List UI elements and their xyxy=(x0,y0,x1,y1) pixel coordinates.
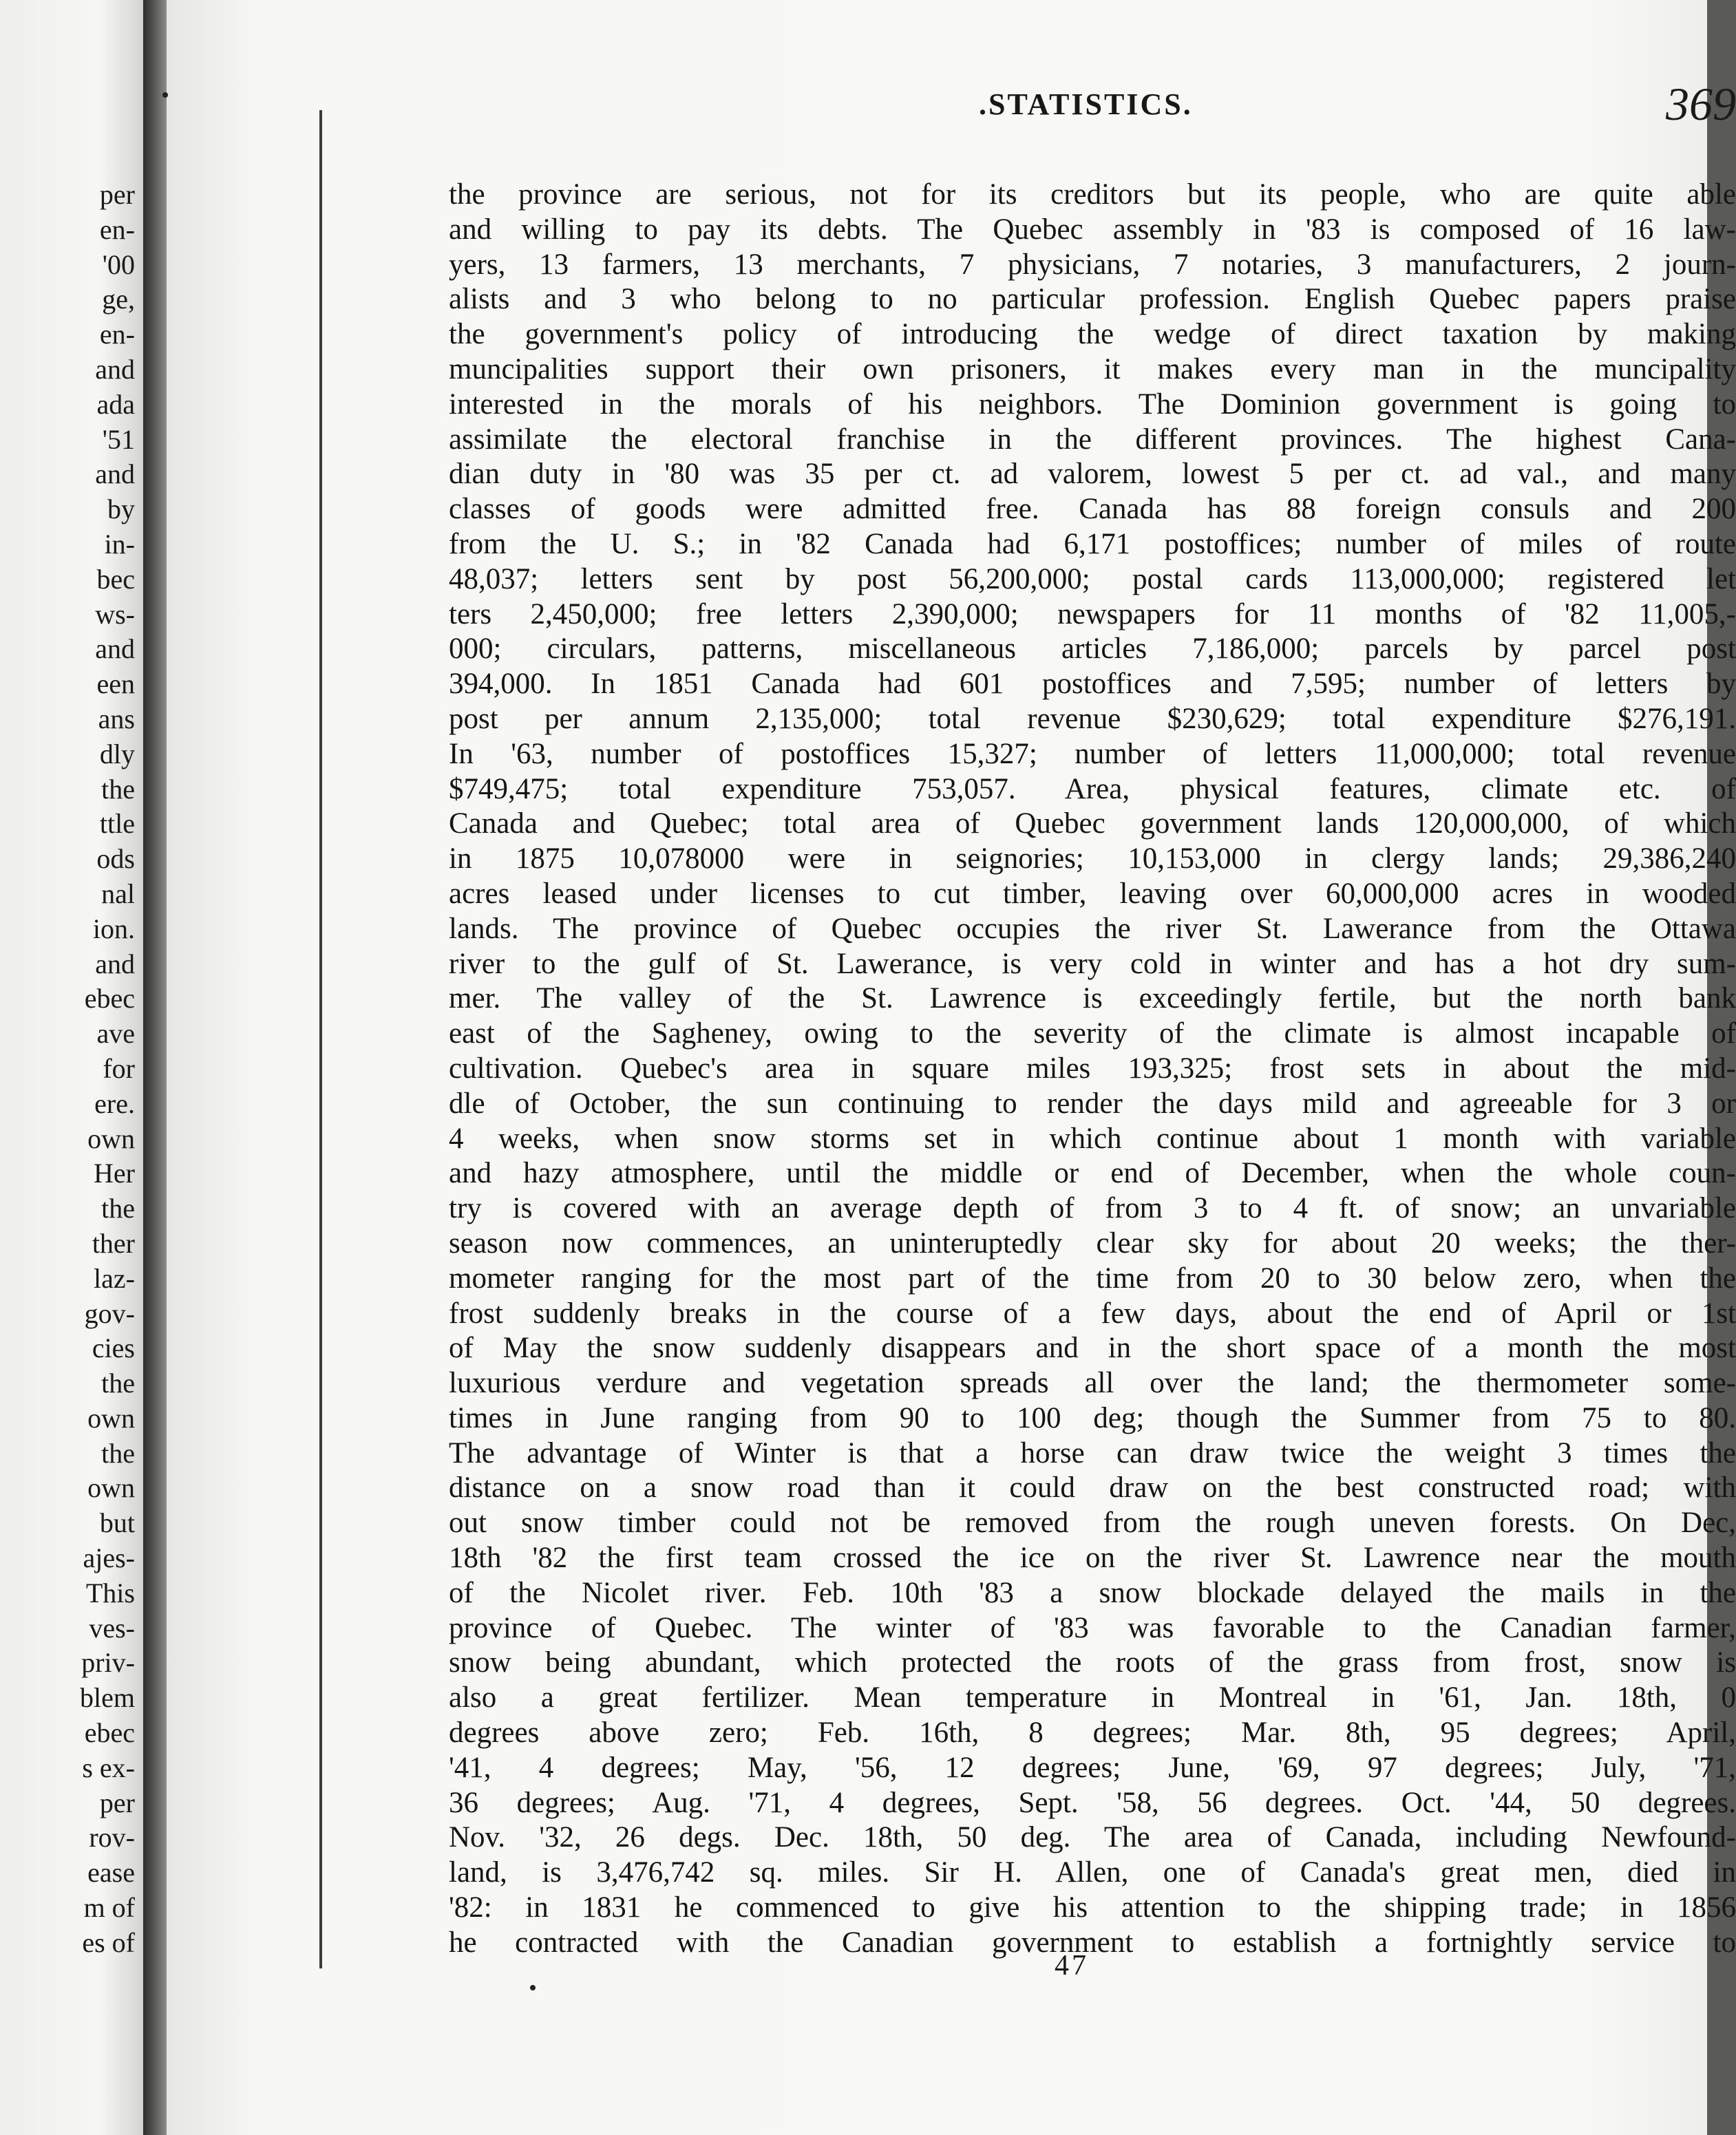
text-line: interested in the morals of his neighbors. The Dominion government is going to xyxy=(449,387,1736,421)
text-line: '41, 4 degrees; May, '56, 12 degrees; June, '69, 97 degrees; July, '71, xyxy=(449,1751,1736,1784)
text-line: The advantage of Winter is that a horse can draw twice the weight 3 times the xyxy=(449,1436,1736,1469)
facing-page-fragment: nal xyxy=(101,878,135,909)
text-line: In '63, number of postoffices 15,327; number of letters 11,000,000; total revenue xyxy=(449,737,1736,770)
text-line: from the U. S.; in '82 Canada had 6,171 postoffices; number of miles of route xyxy=(449,527,1736,560)
text-line: out snow timber could not be removed from the rough uneven forests. On Dec, xyxy=(449,1507,1736,1540)
page-number: 369 xyxy=(1666,78,1736,130)
book-page xyxy=(167,0,1736,2135)
text-line: 48,037; letters sent by post 56,200,000; postal cards 113,000,000; registered let xyxy=(449,562,1736,595)
facing-page-fragment: '51 xyxy=(102,423,135,455)
facing-page-fragment: bec xyxy=(96,563,135,595)
facing-page-fragment: ease xyxy=(87,1857,135,1889)
facing-page-fragment: for xyxy=(103,1052,135,1084)
text-line: ters 2,450,000; free letters 2,390,000; newspapers for 11 months of '82 11,005,- xyxy=(449,597,1736,630)
facing-page-fragment: gov- xyxy=(84,1297,135,1329)
text-line: river to the gulf of St. Lawerance, is very cold in winter and has a hot dry sum- xyxy=(449,947,1736,980)
text-line: also a great fertilizer. Mean temperature in Montreal in '61, Jan. 18th, 0 xyxy=(449,1681,1736,1714)
text-line: mer. The valley of the St. Lawrence is exceedingly fertile, but the north bank xyxy=(449,982,1736,1015)
facing-page-fragment: Her xyxy=(94,1158,135,1189)
facing-page-fragment: es of xyxy=(82,1926,135,1958)
text-line: assimilate the electoral franchise in the different provinces. The highest Cana- xyxy=(449,423,1736,456)
facing-page-fragment: s ex- xyxy=(82,1752,135,1783)
facing-page-fragment: ave xyxy=(96,1018,135,1050)
facing-page-fragment: rov- xyxy=(89,1822,135,1853)
facing-page-fragment: ttle xyxy=(99,808,135,840)
text-line: of May the snow suddenly disappears and in the short space of a month the most xyxy=(449,1332,1736,1365)
facing-page-fragment: laz- xyxy=(94,1262,135,1294)
text-line: times in June ranging from 90 to 100 deg; though the Summer from 75 to 80. xyxy=(449,1401,1736,1434)
ink-speck xyxy=(530,1985,536,1990)
text-line: Nov. '32, 26 degs. Dec. 18th, 50 deg. The area of Canada, including Newfound- xyxy=(449,1821,1736,1854)
text-line: lands. The province of Quebec occupies the river St. Lawerance from the Ottawa xyxy=(449,912,1736,945)
text-line: snow being abundant, which protected the roots of the grass from frost, snow is xyxy=(449,1646,1736,1679)
text-line: and willing to pay its debts. The Quebec assembly in '83 is composed of 16 law- xyxy=(449,213,1736,246)
facing-page-fragment: dly xyxy=(99,738,135,769)
facing-page-fragment: m of xyxy=(83,1892,135,1924)
page-margin-shadow xyxy=(319,110,322,1968)
facing-page-fragment: own xyxy=(87,1472,135,1504)
book-gutter xyxy=(143,0,167,2135)
text-line: '82: in 1831 he commenced to give his attention to the shipping trade; in 1856 xyxy=(449,1891,1736,1924)
text-line: distance on a snow road than it could draw on the best constructed road; with xyxy=(449,1472,1736,1505)
facing-page-text xyxy=(0,178,143,1961)
facing-page-fragment: priv- xyxy=(81,1647,135,1679)
text-line: the province are serious, not for its creditors but its people, who are quite able xyxy=(449,178,1736,211)
facing-page-fragment: the xyxy=(101,773,135,805)
facing-page-fragment: per xyxy=(99,179,135,210)
text-line: 18th '82 the first team crossed the ice on the river St. Lawrence near the mouth xyxy=(449,1542,1736,1575)
facing-page-fragment: and xyxy=(95,633,135,665)
facing-page-fragment: '00 xyxy=(102,248,135,280)
text-line: classes of goods were admitted free. Canada has 88 foreign consuls and 200 xyxy=(449,493,1736,526)
running-head: .STATISTICS. xyxy=(979,87,1193,121)
facing-page-fragment: the xyxy=(101,1193,135,1224)
text-line: muncipalities support their own prisoners, it makes every man in the muncipality xyxy=(449,352,1736,385)
text-line: dle of October, the sun continuing to render the days mild and agreeable for 3 or xyxy=(449,1087,1736,1120)
text-line: land, is 3,476,742 sq. miles. Sir H. Allen, one of Canada's great men, died in xyxy=(449,1856,1736,1889)
facing-page-fragment: ves- xyxy=(89,1612,135,1644)
facing-page-fragment: in- xyxy=(104,528,135,560)
text-line: in 1875 10,078000 were in seignories; 10,153,000 in clergy lands; 29,386,240 xyxy=(449,842,1736,875)
text-line: 36 degrees; Aug. '71, 4 degrees, Sept. '58, 56 degrees. Oct. '44, 50 degrees. xyxy=(449,1786,1736,1819)
body-text xyxy=(449,178,1736,1961)
text-line: the government's policy of introducing the wedge of direct taxation by making xyxy=(449,318,1736,351)
facing-page-fragment: ajes- xyxy=(83,1542,135,1574)
facing-page-fragment: ws- xyxy=(95,598,135,630)
facing-page-fragment: by xyxy=(107,493,135,525)
text-line: of the Nicolet river. Feb. 10th '83 a snow blockade delayed the mails in the xyxy=(449,1576,1736,1609)
facing-page-fragment: ods xyxy=(96,843,135,875)
facing-page-fragment: en- xyxy=(99,213,135,245)
facing-page-fragment: ther xyxy=(92,1227,135,1259)
text-line: dian duty in '80 was 35 per ct. ad valorem, lowest 5 per ct. ad val., and many xyxy=(449,458,1736,491)
text-line: east of the Sagheney, owing to the severity of the climate is almost incapable of xyxy=(449,1017,1736,1050)
facing-page-fragment: and xyxy=(95,948,135,979)
facing-page-fragment: own xyxy=(87,1123,135,1154)
text-line: and hazy atmosphere, until the middle or end of December, when the whole coun- xyxy=(449,1157,1736,1190)
facing-page-fragment: ada xyxy=(96,388,135,420)
text-line: season now commences, an uninteruptedly clear sky for about 20 weeks; the ther- xyxy=(449,1226,1736,1260)
text-line: 4 weeks, when snow storms set in which continue about 1 month with variable xyxy=(449,1122,1736,1155)
text-line: 000; circulars, patterns, miscellaneous articles 7,186,000; parcels by parcel post xyxy=(449,633,1736,666)
facing-page-fragment: ge, xyxy=(102,284,135,315)
text-line: yers, 13 farmers, 13 merchants, 7 physicians, 7 notaries, 3 manufacturers, 2 journ- xyxy=(449,248,1736,281)
facing-page-fragment: blem xyxy=(80,1682,135,1714)
text-line: luxurious verdure and vegetation spreads all over the land; the thermometer some- xyxy=(449,1367,1736,1400)
text-line: post per annum 2,135,000; total revenue $230,629; total expenditure $276,191. xyxy=(449,702,1736,735)
text-line: degrees above zero; Feb. 16th, 8 degrees; Mar. 8th, 95 degrees; April, xyxy=(449,1717,1736,1750)
text-line: mometer ranging for the most part of the time from 20 to 30 below zero, when the xyxy=(449,1262,1736,1295)
text-line: $749,475; total expenditure 753,057. Area, physical features, climate etc. of xyxy=(449,772,1736,805)
facing-page-fragment: een xyxy=(96,668,135,700)
facing-page-fragment: ebec xyxy=(84,983,135,1015)
facing-page-fragment: ion. xyxy=(92,913,135,944)
facing-page-fragment: cies xyxy=(92,1332,135,1364)
facing-page-fragment: and xyxy=(95,458,135,490)
facing-page-fragment: This xyxy=(85,1577,135,1608)
facing-page-fragment: the xyxy=(101,1368,135,1399)
text-line: frost suddenly breaks in the course of a few days, about the end of April or 1st xyxy=(449,1297,1736,1330)
text-line: acres leased under licenses to cut timber, leaving over 60,000,000 acres in wooded xyxy=(449,877,1736,910)
facing-page-fragment: but xyxy=(99,1507,135,1539)
text-line: he contracted with the Canadian government to establish a fortnightly service to xyxy=(449,1926,1736,1959)
signature-mark: 47 xyxy=(1055,1950,1089,1982)
facing-page-fragment: ere. xyxy=(94,1087,135,1119)
text-line: Canada and Quebec; total area of Quebec government lands 120,000,000, of which xyxy=(449,807,1736,840)
ink-speck xyxy=(162,92,168,98)
text-line: province of Quebec. The winter of '83 was favorable to the Canadian farmer, xyxy=(449,1611,1736,1644)
facing-page-fragment: en- xyxy=(99,319,135,350)
facing-page-fragment: the xyxy=(101,1437,135,1469)
text-line: cultivation. Quebec's area in square miles 193,325; frost sets in about the mid- xyxy=(449,1052,1736,1085)
facing-page-fragment: own xyxy=(87,1402,135,1434)
facing-page-fragment: ebec xyxy=(84,1717,135,1749)
facing-page-fragment: and xyxy=(95,353,135,385)
facing-page-fragment: per xyxy=(99,1787,135,1818)
facing-page-edge xyxy=(0,0,143,2135)
facing-page-fragment: ans xyxy=(98,703,135,734)
text-line: alists and 3 who belong to no particular profession. English Quebec papers praise xyxy=(449,283,1736,316)
text-line: 394,000. In 1851 Canada had 601 postoffices and 7,595; number of letters by xyxy=(449,668,1736,701)
text-line: try is covered with an average depth of from 3 to 4 ft. of snow; an unvariable xyxy=(449,1192,1736,1225)
